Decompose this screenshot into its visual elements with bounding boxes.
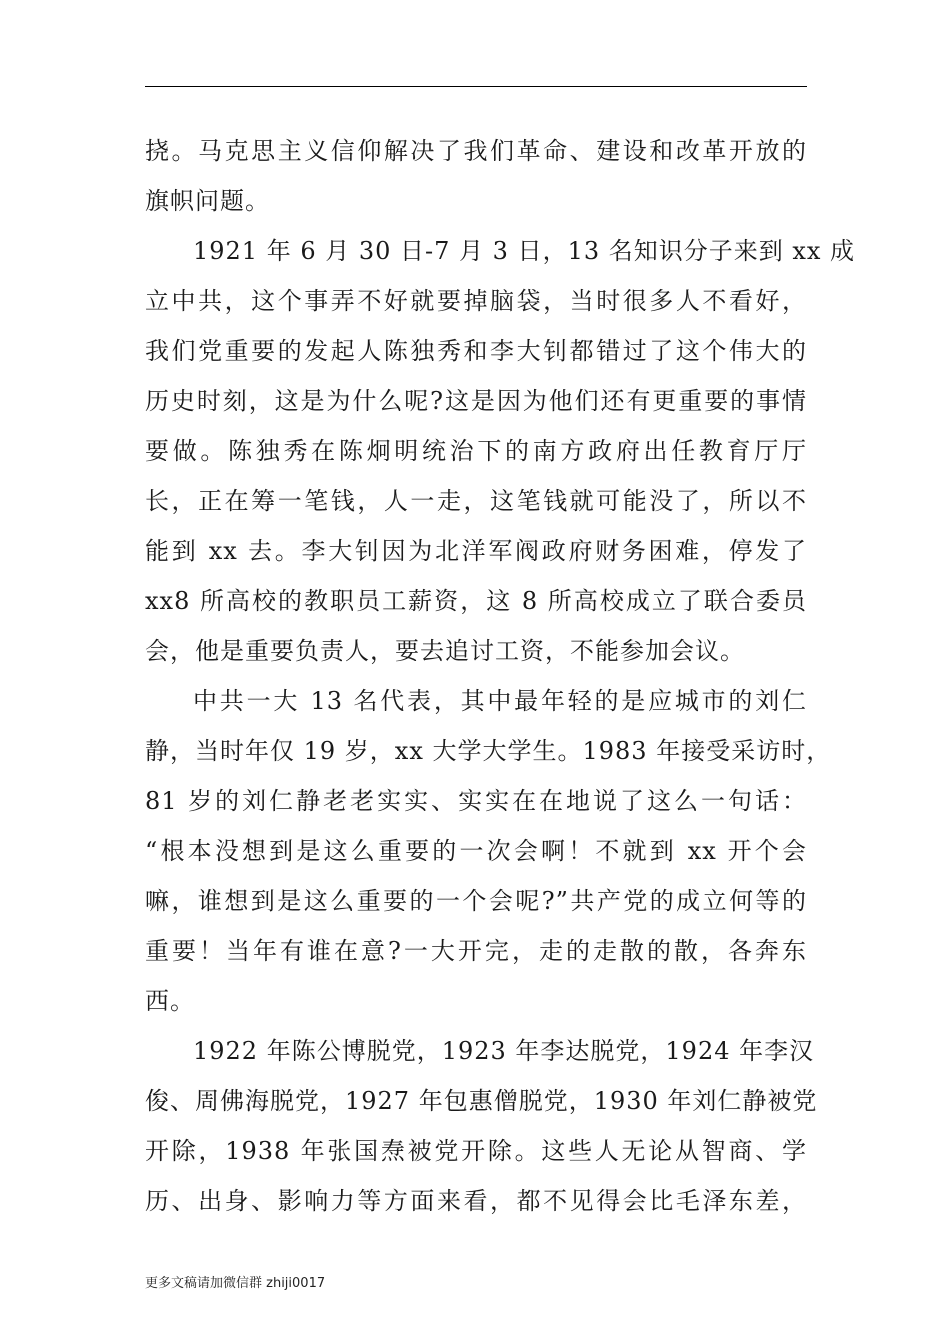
text-line: 长，正在筹一笔钱，人一走，这笔钱就可能没了，所以不 [145,487,807,515]
text-line: xx8 所高校的教职员工薪资，这 8 所高校成立了联合委员 [145,587,807,615]
text-line: 81 岁的刘仁静老老实实、实实在在地说了这么一句话： [145,787,807,815]
header-rule [145,86,807,87]
text-line: 旗帜问题。 [145,187,270,215]
text-line: 我们党重要的发起人陈独秀和李大钊都错过了这个伟大的 [145,337,807,365]
text-line: 开除，1938 年张国焘被党开除。这些人无论从智商、学 [145,1137,807,1165]
text-line: 历、出身、影响力等方面来看，都不见得会比毛泽东差， [145,1187,807,1215]
text-line: 重要！当年有谁在意?一大开完，走的走散的散，各奔东 [145,937,807,965]
text-line: 会，他是重要负责人，要去追讨工资，不能参加会议。 [145,637,745,665]
text-line: 立中共，这个事弄不好就要掉脑袋，当时很多人不看好， [145,287,807,315]
text-line: 西。 [145,987,195,1015]
text-line: “根本没想到是这么重要的一次会啊！不就到 xx 开个会 [145,837,807,865]
text-line: 要做。陈独秀在陈炯明统治下的南方政府出任教育厅厅 [145,437,807,465]
text-line: 挠。马克思主义信仰解决了我们革命、建设和改革开放的 [145,137,807,165]
text-line: 俊、周佛海脱党，1927 年包惠僧脱党，1930 年刘仁静被党 [145,1087,818,1115]
text-line: 历史时刻，这是为什么呢?这是因为他们还有更重要的事情 [145,387,807,415]
text-line: 嘛，谁想到是这么重要的一个会呢?”共产党的成立何等的 [145,887,807,915]
text-line: 静，当时年仅 19 岁，xx 大学大学生。1983 年接受采访时， [145,737,832,765]
text-line: 中共一大 13 名代表，其中最年轻的是应城市的刘仁 [193,687,807,715]
text-line: 能到 xx 去。李大钊因为北洋军阀政府财务困难，停发了 [145,537,807,565]
text-line: 1922 年陈公博脱党，1923 年李达脱党，1924 年李汉 [193,1037,815,1065]
footer-note: 更多文稿请加微信群 zhiji0017 [145,1276,326,1291]
text-line: 1921 年 6 月 30 日-7 月 3 日，13 名知识分子来到 xx 成 [193,237,856,265]
document-body [145,126,856,1226]
